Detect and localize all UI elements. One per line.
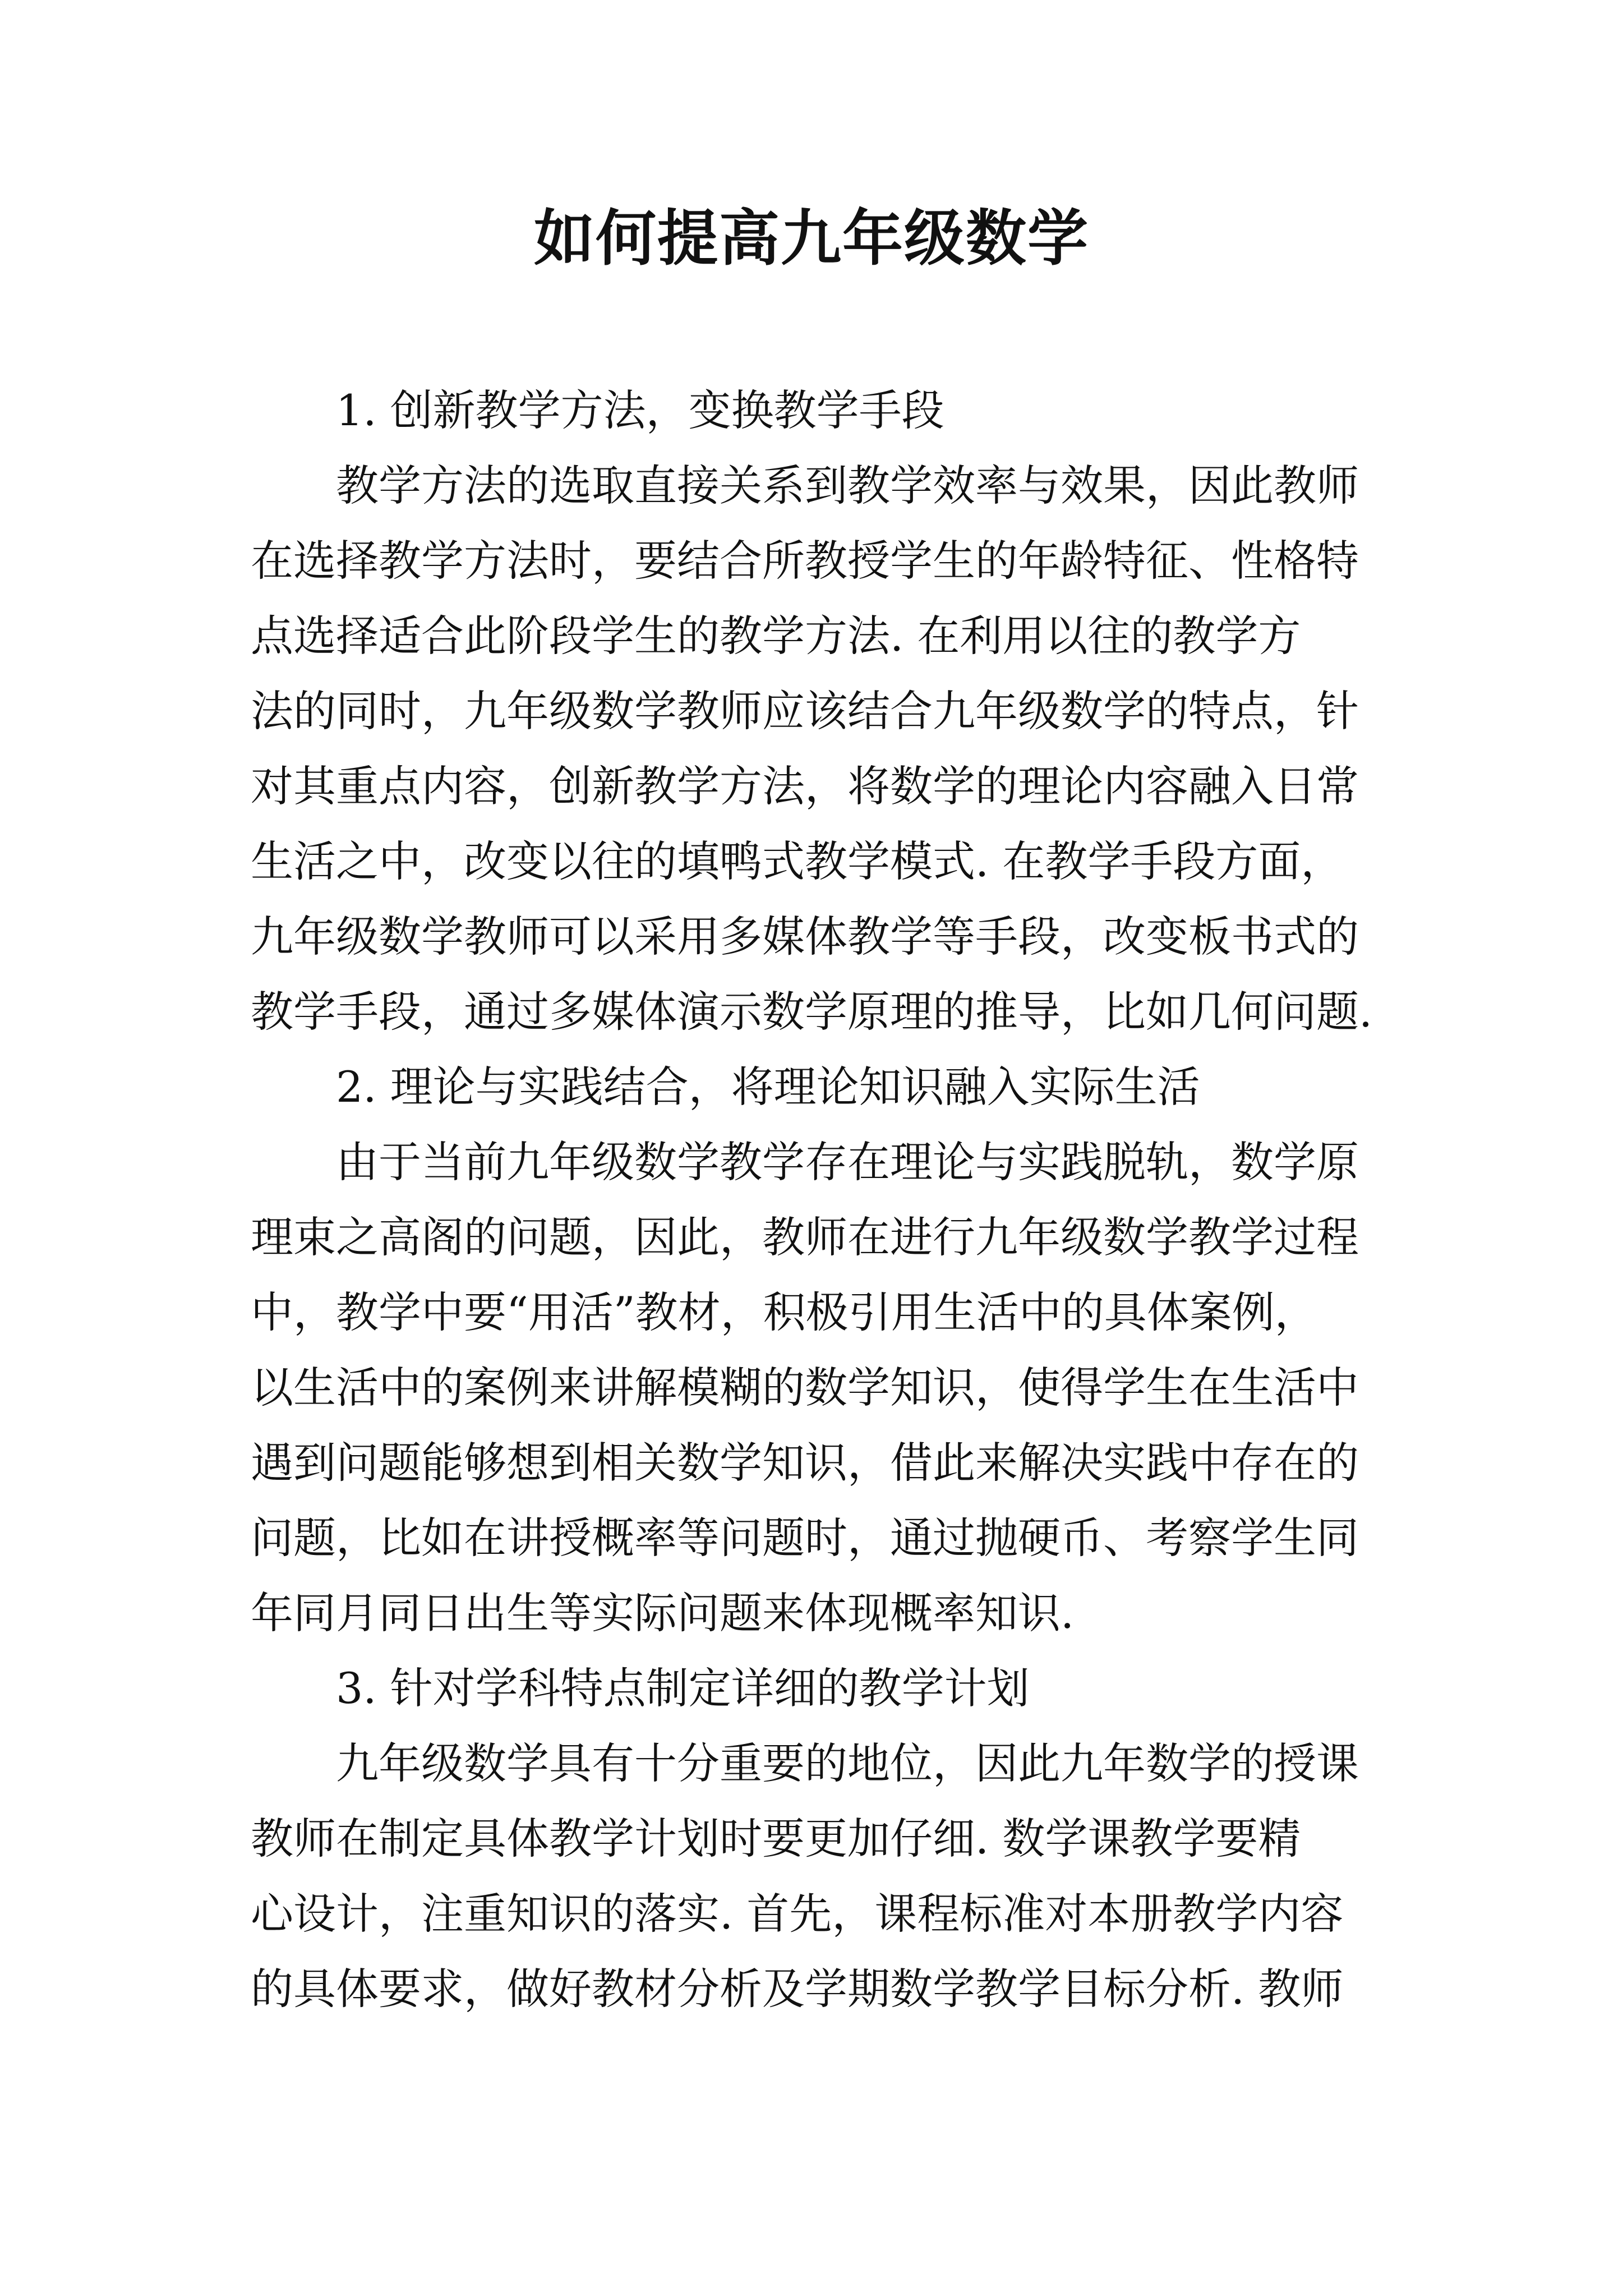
document-title: 如何提高九年级数学 [533, 203, 1089, 274]
paragraph-line: 九年级数学具有十分重要的地位，因此九年数学的授课 [336, 1738, 1359, 1788]
paragraph-line: 教学手段，通过多媒体演示数学原理的推导，比如几何问题. [251, 987, 1373, 1037]
paragraph-line: 中，教学中要“用活”教材，积极引用生活中的具体案例， [251, 1287, 1317, 1337]
paragraph-line: 九年级数学教师可以采用多媒体教学等手段，改变板书式的 [251, 912, 1359, 961]
paragraph-line: 心设计，注重知识的落实. 首先，课程标准对本册教学内容 [251, 1889, 1344, 1939]
paragraph-line: 法的同时，九年级数学教师应该结合九年级数学的特点，针 [251, 686, 1359, 736]
paragraph-line: 生活之中，改变以往的填鸭式教学模式. 在教学手段方面， [251, 836, 1344, 886]
section-heading-1: 1. 创新教学方法，变换教学手段 [336, 385, 944, 435]
section-heading-3: 3. 针对学科特点制定详细的教学计划 [336, 1663, 1030, 1713]
section-heading-2: 2. 理论与实践结合，将理论知识融入实际生活 [336, 1062, 1200, 1112]
paragraph-line: 遇到问题能够想到相关数学知识，借此来解决实践中存在的 [251, 1438, 1359, 1488]
paragraph-line: 由于当前九年级数学教学存在理论与实践脱轨，数学原 [336, 1137, 1359, 1187]
paragraph-line: 在选择教学方法时，要结合所教授学生的年龄特征、性格特 [251, 536, 1359, 586]
paragraph-line: 教师在制定具体教学计划时要更加仔细. 数学课教学要精 [251, 1814, 1301, 1864]
paragraph-line: 教学方法的选取直接关系到教学效率与效果，因此教师 [336, 461, 1359, 510]
paragraph-line: 以生活中的案例来讲解模糊的数学知识，使得学生在生活中 [251, 1363, 1359, 1412]
paragraph-line: 的具体要求，做好教材分析及学期数学教学目标分析. 教师 [251, 1964, 1344, 2014]
paragraph-line: 点选择适合此阶段学生的教学方法. 在利用以往的教学方 [251, 611, 1301, 661]
paragraph-line: 对其重点内容，创新教学方法，将数学的理论内容融入日常 [251, 761, 1359, 811]
paragraph-line: 问题，比如在讲授概率等问题时，通过抛硬币、考察学生同 [251, 1513, 1359, 1563]
paragraph-line: 理束之高阁的问题，因此，教师在进行九年级数学教学过程 [251, 1212, 1359, 1262]
paragraph-line: 年同月同日出生等实际问题来体现概率知识. [251, 1588, 1075, 1638]
document-body [251, 373, 1384, 2027]
